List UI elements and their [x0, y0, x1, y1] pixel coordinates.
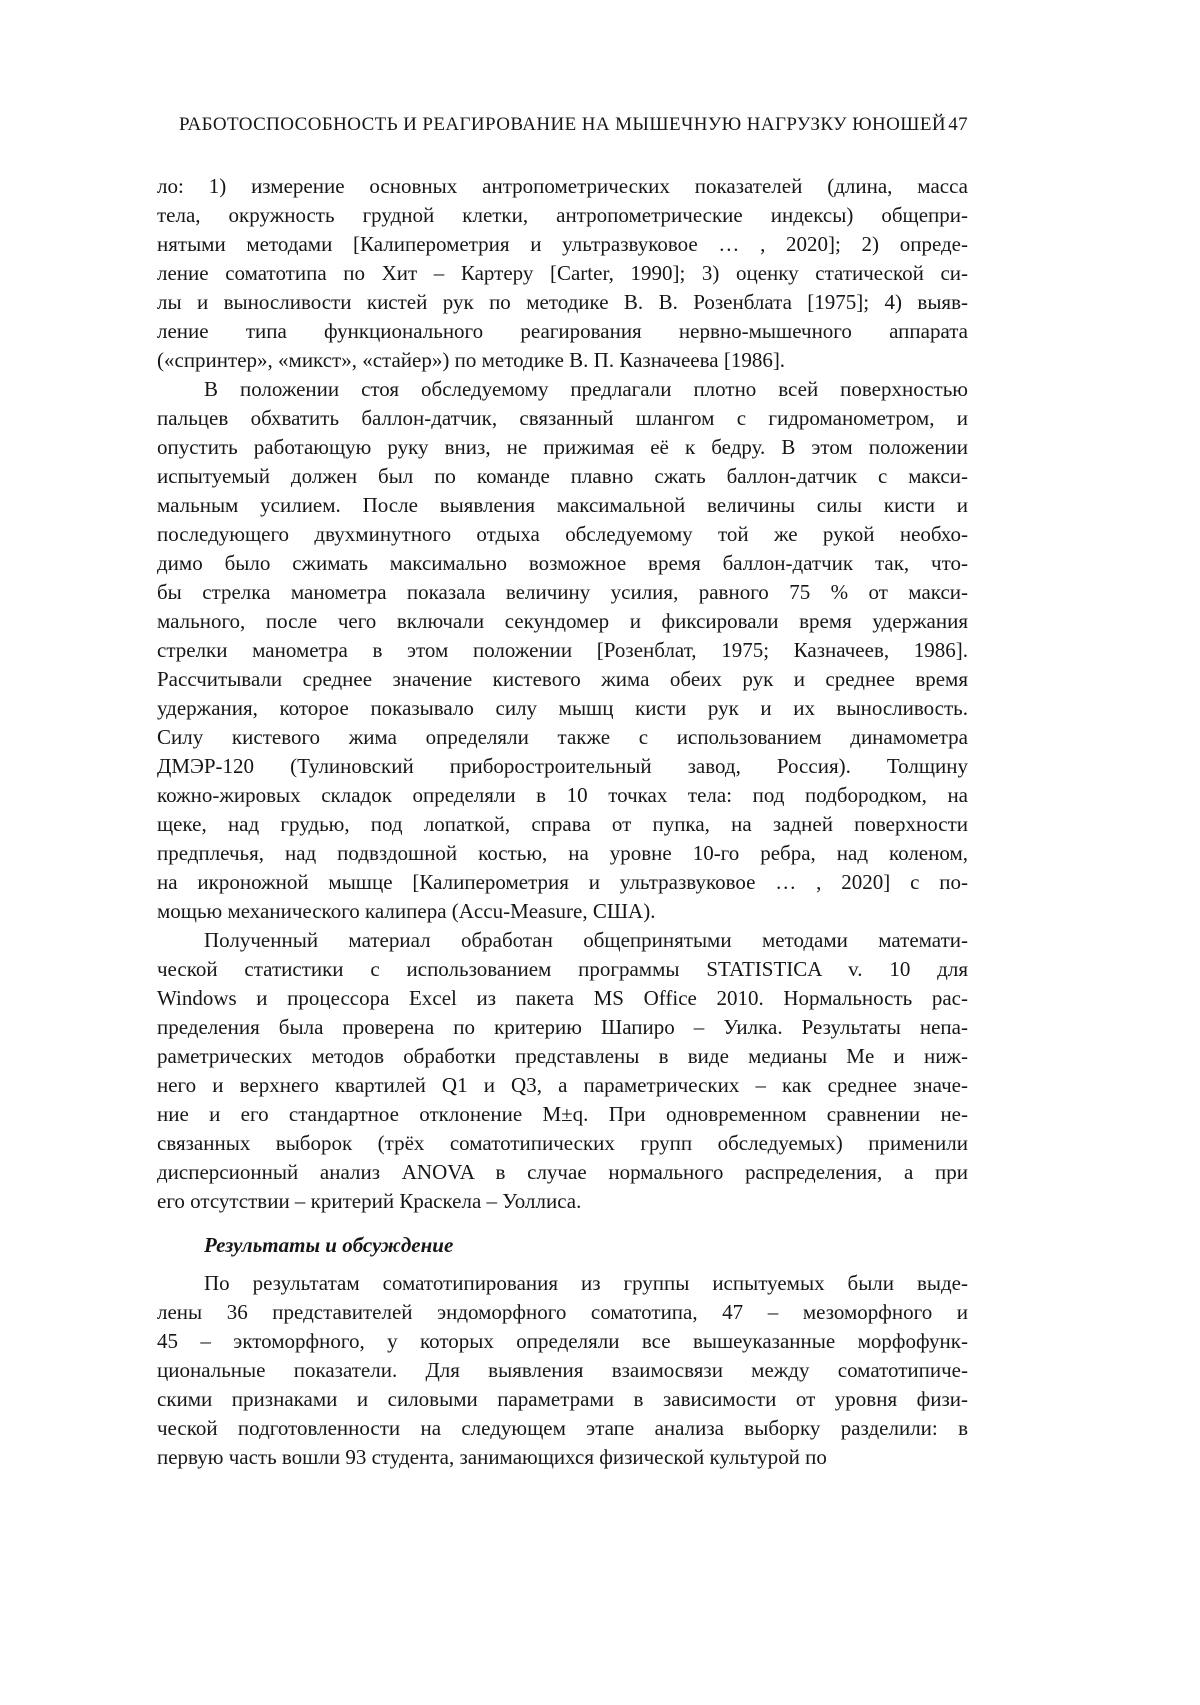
text-line: удержания, которое показывало силу мышц кисти рук и их выносливость. [157, 696, 968, 720]
text-line: ление типа функционального реагирования нервно-мышечного аппарата [157, 319, 968, 343]
text-line: Рассчитывали среднее значение кистевого жима обеих рук и среднее время [157, 667, 968, 691]
text-line: По результатам соматотипирования из группы испытуемых были выде- [204, 1271, 968, 1295]
paragraph-statistics [157, 926, 968, 1216]
text-line: предплечья, над подвздошной костью, на уровне 10-го ребра, над коленом, [157, 841, 968, 865]
text-line: ление соматотипа по Хит – Картеру [Carter, 1990]; 3) оценку статической си- [157, 261, 968, 285]
text-line: пределения была проверена по критерию Шапиро – Уилка. Результаты непа- [157, 1015, 968, 1039]
text-line: опустить работающую руку вниз, не прижимая её к бедру. В этом положении [157, 435, 968, 459]
text-line: лены 36 представителей эндоморфного соматотипа, 47 – мезоморфного и [157, 1300, 968, 1324]
text-line: на икроножной мышце [Калиперометрия и ультразвуковое … , 2020] с по- [157, 870, 968, 894]
text-line: мального, после чего включали секундомер и фиксировали время удержания [157, 609, 968, 633]
text-line: нятыми методами [Калиперометрия и ультразвуковое … , 2020]; 2) опреде- [157, 232, 968, 256]
text-line: первую часть вошли 93 студента, занимающихся физической культурой по [157, 1445, 827, 1469]
text-line: последующего двухминутного отдыха обследуемому той же рукой необхо- [157, 522, 968, 546]
page-number: 47 [948, 114, 968, 135]
text-line: («спринтер», «микст», «стайер») по методике В. П. Казначеева [1986]. [157, 348, 786, 372]
text-line: раметрических методов обработки представлены в виде медианы Me и ниж- [157, 1044, 968, 1068]
text-line: ние и его стандартное отклонение M±q. При одновременном сравнении не- [157, 1102, 968, 1126]
text-line: испытуемый должен был по команде плавно сжать баллон-датчик с макси- [157, 464, 968, 488]
text-line: кожно-жировых складок определяли в 10 точках тела: под подбородком, на [157, 783, 968, 807]
text-line: В положении стоя обследуемому предлагали плотно всей поверхностью [204, 377, 968, 401]
running-title: РАБОТОСПОСОБНОСТЬ И РЕАГИРОВАНИЕ НА МЫШЕЧНУЮ НАГРУЗКУ ЮНОШЕЙ [179, 114, 946, 135]
text-line: 45 – эктоморфного, у которых определяли все вышеуказанные морфофунк- [157, 1329, 968, 1353]
paragraph-methods-list [157, 172, 968, 375]
text-line: ческой статистики с использованием программы STATISTICA v. 10 для [157, 957, 968, 981]
text-column [157, 112, 968, 1472]
text-line: его отсутствии – критерий Краскела – Уоллиса. [157, 1189, 582, 1213]
text-line: щеке, над грудью, под лопаткой, справа от пупка, на задней поверхности [157, 812, 968, 836]
running-header [157, 112, 968, 138]
text-line: мощью механического калипера (Accu-Measure, США). [157, 899, 656, 923]
text-line: тела, окружность грудной клетки, антропометрические индексы) общепри- [157, 203, 968, 227]
text-line: мальным усилием. После выявления максимальной величины силы кисти и [157, 493, 968, 517]
paragraph-procedure [157, 375, 968, 926]
text-line: ДМЭР-120 (Тулиновский приборостроительный завод, Россия). Толщину [157, 754, 968, 778]
text-line: пальцев обхватить баллон-датчик, связанный шлангом с гидроманометром, и [157, 406, 968, 430]
text-line: связанных выборок (трёх соматотипических групп обследуемых) применили [157, 1131, 968, 1155]
text-line: бы стрелка манометра показала величину усилия, равного 75 % от макси- [157, 580, 968, 604]
text-line: ло: 1) измерение основных антропометрических показателей (длина, масса [157, 174, 968, 198]
text-line: него и верхнего квартилей Q1 и Q3, а параметрических – как среднее значе- [157, 1073, 968, 1097]
paragraph-results-intro [157, 1269, 968, 1472]
text-line: скими признаками и силовыми параметрами в зависимости от уровня физи- [157, 1387, 968, 1411]
section-heading-results: Результаты и обсуждение [204, 1233, 454, 1257]
text-line: Силу кистевого жима определяли также с использованием динамометра [157, 725, 968, 749]
text-line: дисперсионный анализ ANOVA в случае нормального распределения, а при [157, 1160, 968, 1184]
text-line: стрелки манометра в этом положении [Розенблат, 1975; Казначеев, 1986]. [157, 638, 968, 662]
text-line: Полученный материал обработан общепринятыми методами математи- [204, 928, 968, 952]
text-line: ческой подготовленности на следующем этапе анализа выборку разделили: в [157, 1416, 968, 1440]
text-line: циональные показатели. Для выявления взаимосвязи между соматотипиче- [157, 1358, 968, 1382]
text-line: димо было сжимать максимально возможное время баллон-датчик так, что- [157, 551, 968, 575]
text-line: Windows и процессора Excel из пакета MS Office 2010. Нормальность рас- [157, 986, 968, 1010]
text-line: лы и выносливости кистей рук по методике В. В. Розенблата [1975]; 4) выяв- [157, 290, 968, 314]
